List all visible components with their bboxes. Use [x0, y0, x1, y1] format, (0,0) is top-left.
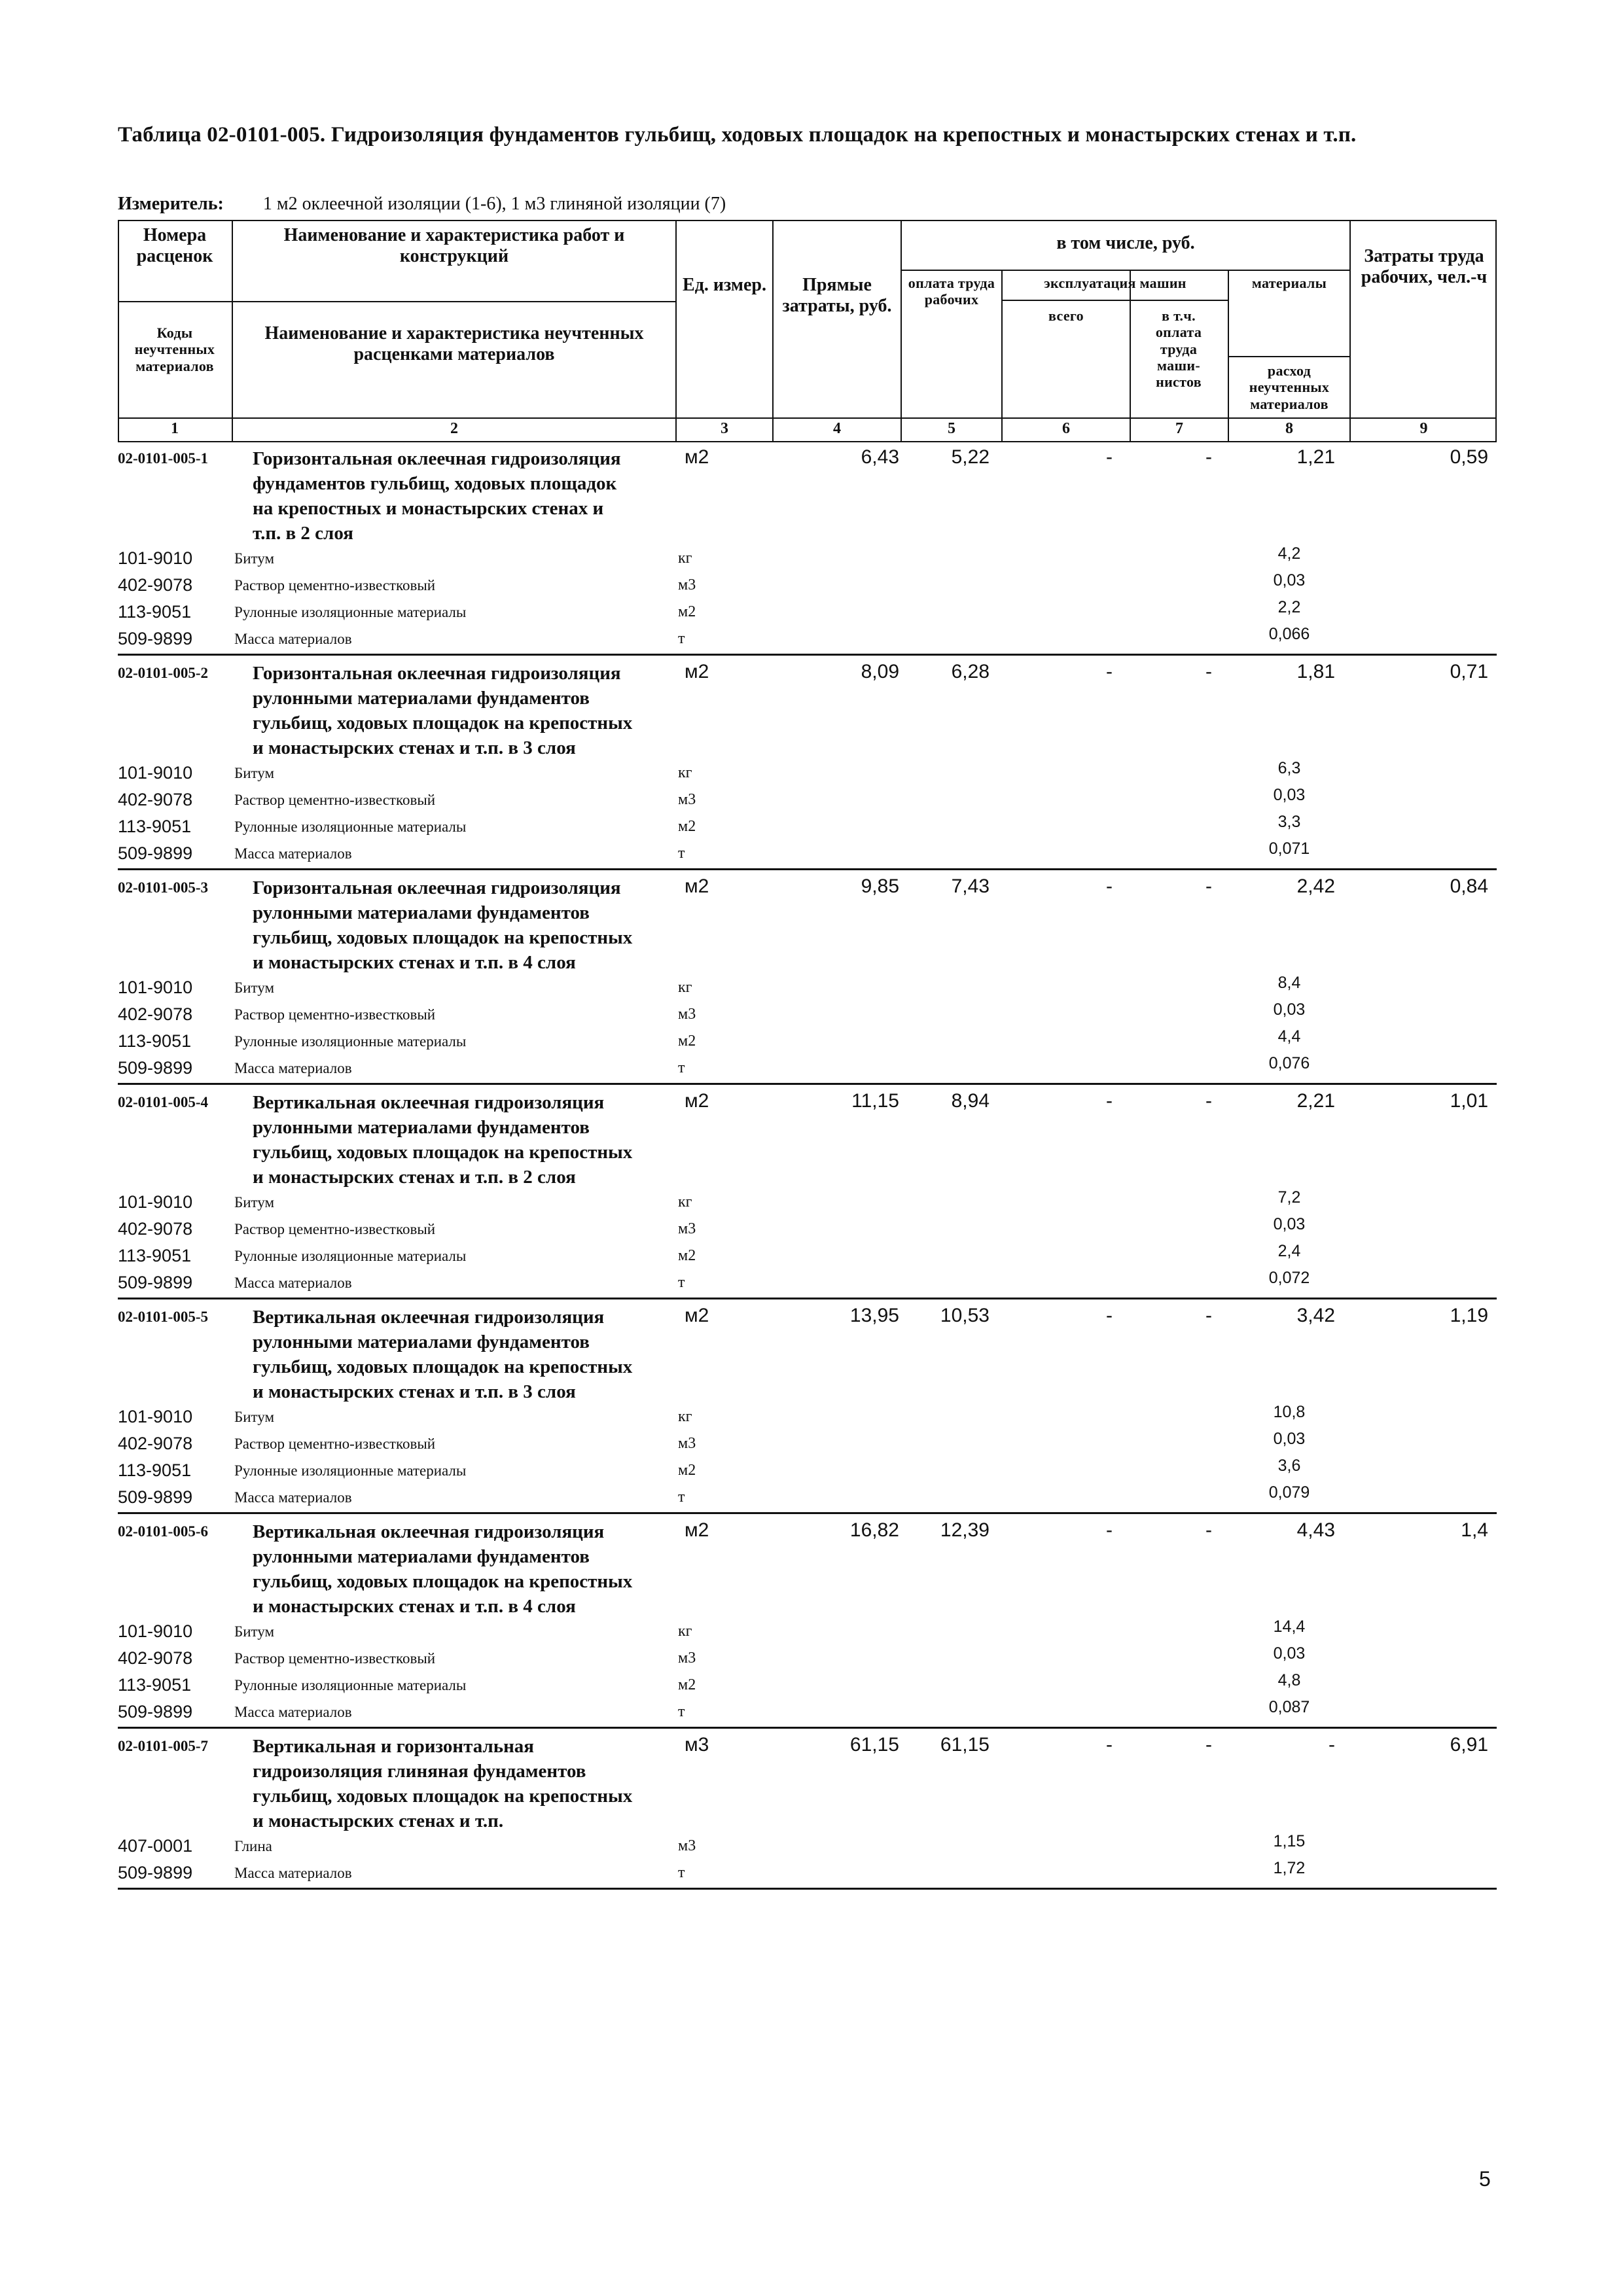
- rate-item: [118, 1515, 1497, 1729]
- machine-cost: -: [1106, 875, 1113, 897]
- header-machines: эксплуатация машин: [1044, 275, 1186, 291]
- material-quantity: 10,8: [1273, 1403, 1306, 1421]
- material-code: 113-9051: [118, 1246, 192, 1265]
- material-quantity: 4,8: [1277, 1671, 1301, 1689]
- material-code: 402-9078: [118, 1648, 193, 1668]
- rate-code: 02-0101-005-2: [118, 665, 208, 681]
- material-quantity: 0,072: [1268, 1269, 1310, 1287]
- material-unit: кг: [678, 1623, 692, 1640]
- labor-cost: 0,59: [1450, 446, 1488, 468]
- work-description: на крепостных и монастырских стенах и: [253, 498, 604, 519]
- rate-code: 02-0101-005-7: [118, 1738, 208, 1754]
- work-description: Вертикальная и горизонтальная: [253, 1736, 534, 1757]
- header-mach-total: всего: [1048, 308, 1084, 324]
- material-code: 113-9051: [118, 602, 192, 622]
- machinist-wage: -: [1205, 1519, 1212, 1541]
- wage-cost: 5,22: [951, 446, 990, 468]
- materials-cost: 4,43: [1296, 1519, 1335, 1541]
- item-separator: [118, 1083, 1497, 1085]
- labor-cost: 1,01: [1450, 1090, 1488, 1112]
- material-code: 509-9899: [118, 1863, 193, 1882]
- material-code: 509-9899: [118, 843, 193, 863]
- direct-cost: 6,43: [861, 446, 899, 468]
- material-name: Рулонные изоляционные материалы: [234, 1248, 467, 1264]
- work-description: т.п. в 2 слоя: [253, 523, 353, 544]
- work-description: Вертикальная оклеечная гидроизоляция: [253, 1092, 605, 1113]
- work-description: Горизонтальная оклеечная гидроизоляция: [253, 448, 621, 469]
- material-code: 101-9010: [118, 1192, 193, 1212]
- labor-cost: 0,71: [1450, 661, 1488, 682]
- material-unit: т: [678, 1864, 685, 1881]
- work-description: Вертикальная оклеечная гидроизоляция: [253, 1521, 605, 1542]
- material-name: Битум: [234, 1409, 275, 1425]
- material-unit: м2: [678, 818, 696, 835]
- col-number: 7: [1175, 420, 1183, 437]
- machinist-wage: -: [1205, 875, 1212, 897]
- machine-cost: -: [1106, 661, 1113, 682]
- rate-code: 02-0101-005-5: [118, 1309, 208, 1325]
- material-unit: т: [678, 630, 685, 647]
- material-unit: т: [678, 1489, 685, 1506]
- material-code: 113-9051: [118, 1460, 192, 1480]
- work-description: рулонными материалами фундаментов: [253, 1117, 590, 1138]
- materials-cost: 2,42: [1296, 875, 1335, 897]
- material-code: 509-9899: [118, 1273, 193, 1292]
- material-quantity: 0,076: [1268, 1054, 1310, 1072]
- material-name: Глина: [234, 1838, 272, 1854]
- item-separator: [118, 1727, 1497, 1729]
- material-quantity: 0,079: [1268, 1483, 1310, 1502]
- wage-cost: 10,53: [940, 1305, 990, 1326]
- direct-cost: 61,15: [849, 1734, 899, 1756]
- work-description: гульбищ, ходовых площадок на крепостных: [253, 1356, 633, 1377]
- material-unit: кг: [678, 979, 692, 996]
- wage-cost: 7,43: [951, 875, 990, 897]
- wage-cost: 61,15: [940, 1734, 990, 1756]
- rate-code: 02-0101-005-4: [118, 1094, 208, 1110]
- material-unit: м3: [678, 1650, 696, 1667]
- work-description: и монастырских стенах и т.п. в 2 слоя: [253, 1167, 576, 1188]
- header-wage: оплата труда рабочих: [908, 275, 995, 308]
- header-name: Наименование и характеристика работ и конструкций: [283, 225, 625, 267]
- header-direct: Прямые затраты, руб.: [782, 275, 892, 317]
- material-code: 402-9078: [118, 575, 193, 595]
- rate-item: [118, 1301, 1497, 1514]
- material-quantity: 0,03: [1273, 1215, 1306, 1233]
- material-unit: м3: [678, 791, 696, 808]
- direct-cost: 8,09: [861, 661, 899, 682]
- col-number: 8: [1285, 420, 1293, 437]
- material-code: 402-9078: [118, 1434, 193, 1453]
- work-description: рулонными материалами фундаментов: [253, 1546, 590, 1567]
- material-quantity: 0,03: [1273, 1644, 1306, 1663]
- material-code: 402-9078: [118, 790, 193, 809]
- material-quantity: 3,3: [1277, 813, 1301, 831]
- rate-item: [118, 1730, 1497, 1890]
- work-description: и монастырских стенах и т.п.: [253, 1810, 504, 1831]
- machinist-wage: -: [1205, 446, 1212, 468]
- machine-cost: -: [1106, 1519, 1113, 1541]
- material-unit: м3: [678, 1837, 696, 1854]
- labor-cost: 1,4: [1461, 1519, 1488, 1541]
- material-code: 101-9010: [118, 978, 193, 997]
- item-separator: [118, 1888, 1497, 1890]
- material-code: 101-9010: [118, 1407, 193, 1426]
- material-code: 509-9899: [118, 629, 193, 648]
- work-description: Горизонтальная оклеечная гидроизоляция: [253, 877, 621, 898]
- unit-value: м3: [685, 1734, 709, 1756]
- rate-code: 02-0101-005-1: [118, 450, 208, 467]
- work-description: гульбищ, ходовых площадок на крепостных: [253, 927, 633, 948]
- header-labor: Затраты труда рабочих, чел.-ч: [1361, 246, 1488, 288]
- material-quantity: 0,03: [1273, 786, 1306, 804]
- material-quantity: 0,03: [1273, 1430, 1306, 1448]
- material-quantity: 3,6: [1277, 1457, 1301, 1475]
- material-code: 101-9010: [118, 548, 193, 568]
- material-unit: т: [678, 845, 685, 862]
- material-name: Битум: [234, 980, 275, 996]
- direct-cost: 9,85: [861, 875, 899, 897]
- material-code: 113-9051: [118, 1031, 192, 1051]
- work-description: гульбищ, ходовых площадок на крепостных: [253, 713, 633, 733]
- work-description: рулонными материалами фундаментов: [253, 1332, 590, 1352]
- material-quantity: 0,03: [1273, 1000, 1306, 1019]
- work-description: Вертикальная оклеечная гидроизоляция: [253, 1307, 605, 1328]
- material-name: Масса материалов: [234, 1060, 352, 1076]
- material-code: 509-9899: [118, 1702, 193, 1722]
- labor-cost: 0,84: [1450, 875, 1488, 897]
- material-name: Битум: [234, 765, 275, 781]
- col-number: 6: [1062, 420, 1070, 437]
- material-name: Раствор цементно-известковый: [234, 1650, 436, 1667]
- direct-cost: 11,15: [851, 1090, 899, 1112]
- header-unit: Ед. измер.: [683, 275, 766, 295]
- item-separator: [118, 654, 1497, 656]
- work-description: гульбищ, ходовых площадок на крепостных: [253, 1786, 633, 1807]
- item-separator: [118, 1298, 1497, 1299]
- material-unit: м2: [678, 1676, 696, 1693]
- wage-cost: 8,94: [951, 1090, 990, 1112]
- material-quantity: 8,4: [1277, 974, 1301, 992]
- machine-cost: -: [1106, 1305, 1113, 1326]
- machinist-wage: -: [1205, 661, 1212, 682]
- material-unit: кг: [678, 550, 692, 567]
- header-mat-codes: Коды неучтенных материалов: [134, 325, 215, 374]
- work-description: гульбищ, ходовых площадок на крепостных: [253, 1142, 633, 1163]
- material-unit: кг: [678, 1193, 692, 1210]
- machinist-wage: -: [1205, 1734, 1212, 1756]
- direct-cost: 13,95: [849, 1305, 899, 1326]
- material-code: 402-9078: [118, 1219, 193, 1239]
- material-name: Рулонные изоляционные материалы: [234, 604, 467, 620]
- material-quantity: 0,087: [1268, 1698, 1310, 1716]
- materials-cost: 1,81: [1296, 661, 1335, 682]
- table-body: [118, 442, 1497, 1891]
- material-name: Битум: [234, 550, 275, 567]
- material-name: Раствор цементно-известковый: [234, 1436, 436, 1452]
- machine-cost: -: [1106, 1090, 1113, 1112]
- material-unit: т: [678, 1274, 685, 1291]
- material-unit: м3: [678, 1006, 696, 1023]
- col-number: 5: [948, 420, 955, 437]
- material-unit: кг: [678, 764, 692, 781]
- material-code: 101-9010: [118, 1621, 193, 1641]
- header-mat-usage: расход неучтенных материалов: [1249, 362, 1330, 412]
- direct-cost: 16,82: [849, 1519, 899, 1541]
- material-quantity: 2,2: [1277, 598, 1301, 616]
- rate-item: [118, 442, 1497, 656]
- meter-value: 1 м2 оклеечной изоляции (1-6), 1 м3 глиняной изоляции (7): [262, 194, 726, 214]
- work-description: и монастырских стенах и т.п. в 3 слоя: [253, 1381, 576, 1402]
- rate-code: 02-0101-005-6: [118, 1523, 208, 1540]
- material-name: Рулонные изоляционные материалы: [234, 819, 467, 835]
- header-mat-name: Наименование и характеристика неучтенных расценками материалов: [264, 323, 644, 365]
- material-name: Рулонные изоляционные материалы: [234, 1677, 467, 1693]
- col-number: 4: [833, 420, 841, 437]
- header-materials: материалы: [1251, 275, 1327, 291]
- material-unit: м2: [678, 1033, 696, 1050]
- material-quantity: 1,15: [1273, 1832, 1306, 1850]
- header-codes: Номера расценок: [136, 225, 213, 267]
- material-name: Битум: [234, 1623, 275, 1640]
- unit-value: м2: [685, 661, 709, 682]
- machinist-wage: -: [1205, 1305, 1212, 1326]
- material-unit: м3: [678, 1220, 696, 1237]
- material-name: Масса материалов: [234, 1704, 352, 1720]
- unit-value: м2: [685, 1305, 709, 1326]
- work-description: рулонными материалами фундаментов: [253, 688, 590, 709]
- unit-value: м2: [685, 1090, 709, 1112]
- material-quantity: 0,066: [1268, 625, 1310, 643]
- material-unit: м2: [678, 1247, 696, 1264]
- work-description: фундаментов гульбищ, ходовых площадок: [253, 473, 617, 494]
- material-name: Рулонные изоляционные материалы: [234, 1462, 467, 1479]
- material-name: Масса материалов: [234, 631, 352, 647]
- material-code: 402-9078: [118, 1004, 193, 1024]
- unit-value: м2: [685, 446, 709, 468]
- material-unit: т: [678, 1703, 685, 1720]
- materials-cost: -: [1329, 1734, 1335, 1756]
- material-code: 113-9051: [118, 817, 192, 836]
- material-quantity: 4,2: [1277, 544, 1301, 563]
- material-quantity: 7,2: [1277, 1188, 1301, 1207]
- work-description: и монастырских стенах и т.п. в 4 слоя: [253, 1596, 576, 1617]
- material-quantity: 14,4: [1273, 1617, 1306, 1636]
- rate-item: [118, 872, 1497, 1085]
- material-unit: м2: [678, 603, 696, 620]
- table-header: [118, 220, 1497, 442]
- material-quantity: 1,72: [1273, 1859, 1306, 1877]
- wage-cost: 6,28: [951, 661, 990, 682]
- rate-item: [118, 1086, 1497, 1299]
- material-unit: т: [678, 1059, 685, 1076]
- material-unit: кг: [678, 1408, 692, 1425]
- material-name: Масса материалов: [234, 845, 352, 862]
- material-unit: м3: [678, 576, 696, 593]
- item-separator: [118, 1512, 1497, 1514]
- materials-cost: 3,42: [1296, 1305, 1335, 1326]
- work-description: Горизонтальная оклеечная гидроизоляция: [253, 663, 621, 684]
- col-number: 2: [450, 420, 458, 437]
- meter-label: Измеритель:: [118, 194, 224, 214]
- material-code: 113-9051: [118, 1675, 192, 1695]
- header-including: в том числе, руб.: [1056, 233, 1195, 253]
- material-name: Раствор цементно-известковый: [234, 1006, 436, 1023]
- material-unit: м2: [678, 1462, 696, 1479]
- materials-cost: 2,21: [1296, 1090, 1335, 1112]
- rate-code: 02-0101-005-3: [118, 879, 208, 896]
- rate-item: [118, 657, 1497, 870]
- material-quantity: 0,071: [1268, 839, 1310, 858]
- unit-value: м2: [685, 1519, 709, 1541]
- material-name: Масса материалов: [234, 1275, 352, 1291]
- material-name: Масса материалов: [234, 1865, 352, 1881]
- col-number: 9: [1419, 420, 1428, 437]
- machinist-wage: -: [1205, 1090, 1212, 1112]
- work-description: и монастырских стенах и т.п. в 3 слоя: [253, 737, 576, 758]
- material-name: Рулонные изоляционные материалы: [234, 1033, 467, 1050]
- wage-cost: 12,39: [940, 1519, 990, 1541]
- material-code: 101-9010: [118, 763, 193, 783]
- work-description: гидроизоляция глиняная фундаментов: [253, 1761, 586, 1782]
- item-separator: [118, 868, 1497, 870]
- material-name: Раствор цементно-известковый: [234, 792, 436, 808]
- meter-line: [118, 194, 726, 215]
- materials-cost: 1,21: [1296, 446, 1335, 468]
- work-description: и монастырских стенах и т.п. в 4 слоя: [253, 952, 576, 973]
- material-unit: м3: [678, 1435, 696, 1452]
- unit-value: м2: [685, 875, 709, 897]
- material-name: Битум: [234, 1194, 275, 1210]
- machine-cost: -: [1106, 1734, 1113, 1756]
- material-quantity: 2,4: [1277, 1242, 1301, 1260]
- material-name: Раствор цементно-известковый: [234, 1221, 436, 1237]
- page-number: 5: [1479, 2167, 1491, 2191]
- col-number: 3: [721, 420, 728, 437]
- material-name: Раствор цементно-известковый: [234, 577, 436, 593]
- col-number: 1: [171, 420, 179, 437]
- material-code: 407-0001: [118, 1836, 193, 1856]
- header-mach-wage: в т.ч. оплата труда маши-нистов: [1155, 308, 1202, 391]
- material-quantity: 4,4: [1277, 1027, 1301, 1046]
- labor-cost: 6,91: [1450, 1734, 1488, 1756]
- table-title: Таблица 02-0101-005. Гидроизоляция фундаментов гульбищ, ходовых площадок на крепостных и монастырских стенах и т.п.: [118, 123, 1357, 147]
- work-description: гульбищ, ходовых площадок на крепостных: [253, 1571, 633, 1592]
- material-code: 509-9899: [118, 1487, 193, 1507]
- labor-cost: 1,19: [1450, 1305, 1488, 1326]
- material-quantity: 6,3: [1277, 759, 1301, 777]
- machine-cost: -: [1106, 446, 1113, 468]
- material-name: Масса материалов: [234, 1489, 352, 1506]
- material-code: 509-9899: [118, 1058, 193, 1078]
- work-description: рулонными материалами фундаментов: [253, 902, 590, 923]
- material-quantity: 0,03: [1273, 571, 1306, 590]
